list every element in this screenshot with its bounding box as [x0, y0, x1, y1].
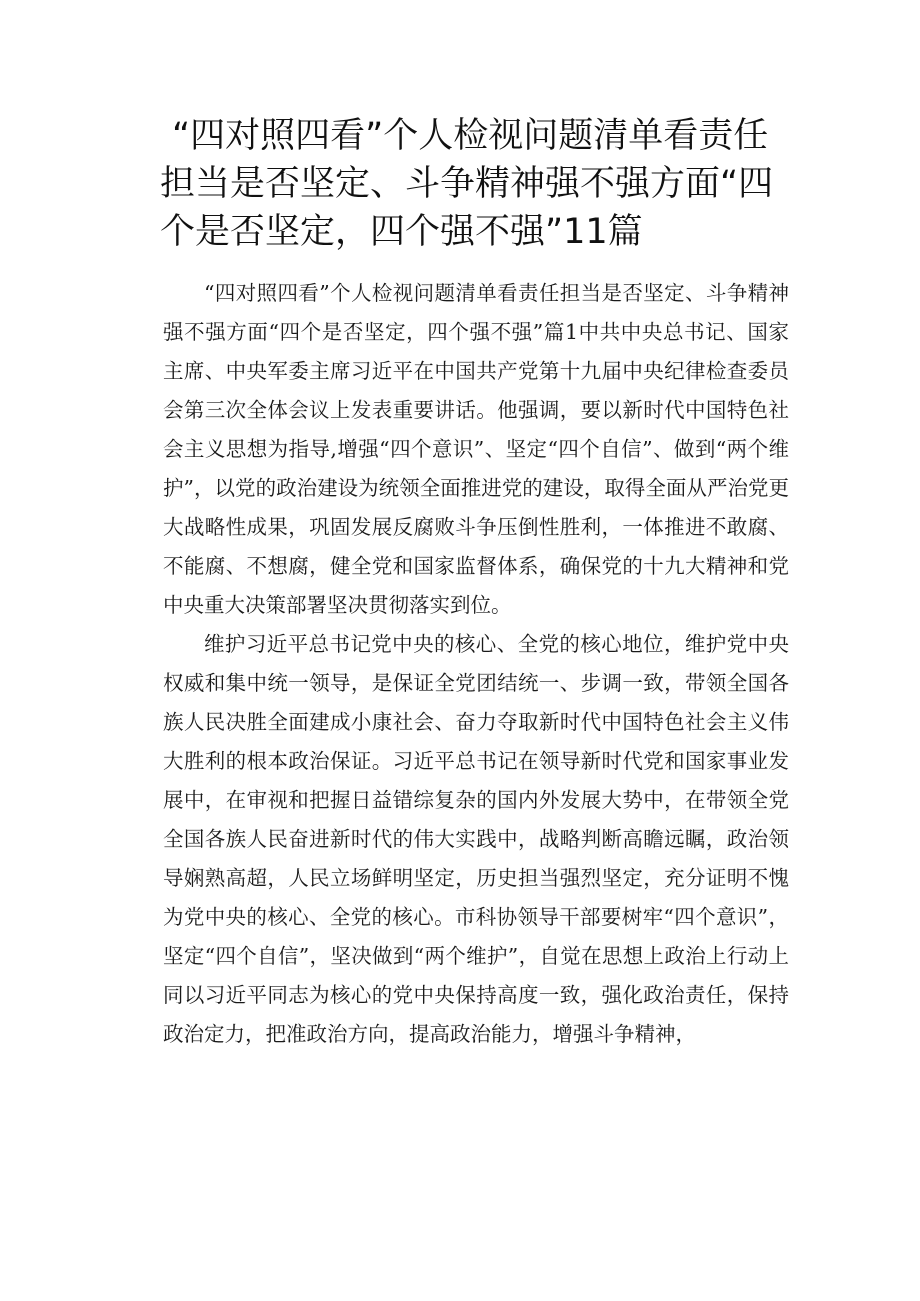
body-paragraph-1: “四对照四看”个人检视问题清单看责任担当是否坚定、斗争精神强不强方面“四个是否坚定，四个强不强”篇1中共中央总书记、国家主席、中央军委主席习近平在中国共产党第十九届中央纪律检查委员会第三次全体会议上发表重要讲话。他强调，要以新时代中国特色社会主义思想为指导,增强“四个意识”、坚定“四个自信”、做到“两个维护”，以党的政治建设为统领全面推进党的建设，取得全面从严治党更大战略性成果，巩固发展反腐败斗争压倒性胜利，一体推进不敢腐、不能腐、不想腐，健全党和国家监督体系，确保党的十九大精神和党中央重大决策部署坚决贯彻落实到位。 [163, 281, 789, 617]
body-paragraph-2: 维护习近平总书记党中央的核心、全党的核心地位，维护党中央权威和集中统一领导，是保证全党团结统一、步调一致，带领全国各族人民决胜全面建成小康社会、奋力夺取新时代中国特色社会主义伟大胜利的根本政治保证。习近平总书记在领导新时代党和国家事业发展中，在审视和把握日益错综复杂的国内外发展大势中，在带领全党全国各族人民奋进新时代的伟大实践中，战略判断高瞻远瞩，政治领导娴熟高超，人民立场鲜明坚定，历史担当强烈坚定，充分证明不愧为党中央的核心、全党的核心。市科协领导干部要树牢“四个意识”，坚定“四个自信”，坚决做到“两个维护”，自觉在思想上政治上行动上同以习近平同志为核心的党中央保持高度一致，强化政治责任，保持政治定力，把准政治方向，提高政治能力，增强斗争精神， [163, 632, 789, 1046]
document-title: “四对照四看”个人检视问题清单看责任担当是否坚定、斗争精神强不强方面“四个是否坚定，四个强不强”11篇 [160, 116, 774, 252]
document-body [163, 274, 789, 1054]
